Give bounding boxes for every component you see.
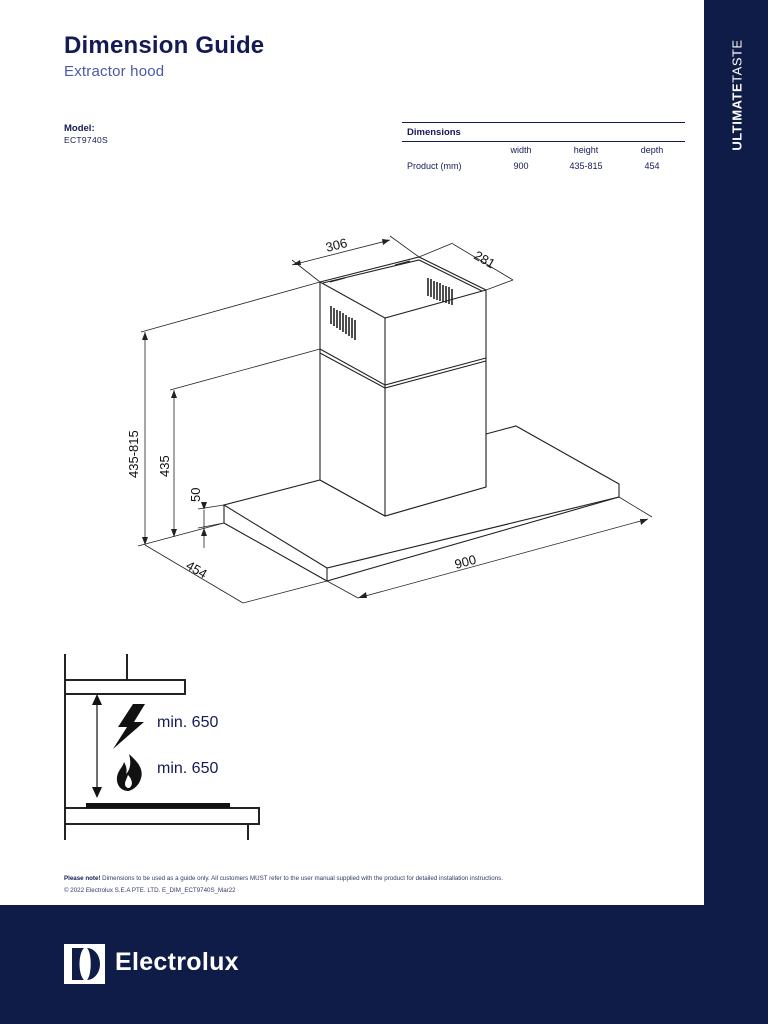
footer-brand: Electrolux: [115, 948, 239, 976]
value-height: 435-815: [569, 161, 603, 171]
clearance-electric: min. 650: [157, 714, 219, 731]
dim-total-height: 435-815: [126, 430, 141, 478]
sidebar-brand: ULTIMATETASTE: [729, 39, 745, 151]
col-width: width: [510, 145, 532, 155]
disclaimer: [64, 875, 503, 882]
value-width: 900: [513, 161, 529, 171]
note-label: Please note!: [64, 875, 101, 882]
row-label: Product (mm): [407, 161, 462, 171]
dim-width: 900: [452, 551, 478, 572]
dimensions-heading: Dimensions: [402, 123, 685, 142]
page-subtitle: Extractor hood: [64, 63, 165, 80]
model-value: ECT9740S: [64, 135, 108, 145]
dim-depth: 454: [183, 557, 210, 582]
col-depth: depth: [640, 145, 664, 155]
dim-chimney-width: 306: [324, 235, 349, 255]
lightning-icon: [113, 704, 145, 749]
model-label: Model:: [64, 123, 95, 134]
electrolux-logo-icon: [64, 944, 105, 984]
copyright: © 2022 Electrolux S.E.A PTE. LTD. E_DIM_ECT9740S_Mar22: [64, 887, 236, 894]
col-height: height: [573, 145, 599, 155]
dim-canopy-height: 50: [188, 487, 203, 502]
flame-icon: [117, 754, 142, 791]
page-title: Dimension Guide: [64, 32, 265, 59]
dim-lower-height: 435: [157, 455, 172, 477]
dim-chimney-depth: 281: [471, 247, 498, 272]
note-text: Dimensions to be used as a guide only. All customers MUST refer to the user manual supplied with the product for detailed installation instructions.: [100, 875, 503, 882]
value-depth: 454: [644, 161, 660, 171]
clearance-gas: min. 650: [157, 760, 219, 777]
